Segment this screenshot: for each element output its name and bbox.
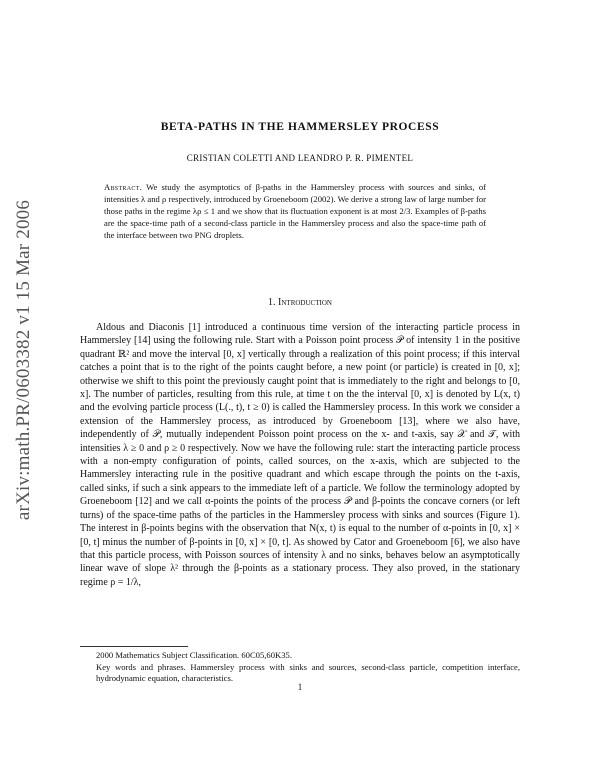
arxiv-identifier: arXiv:math.PR/0603382 v1 15 Mar 2006 <box>13 199 34 521</box>
abstract <box>104 182 486 242</box>
footnote-msc: 2000 Mathematics Subject Classification. 60C05,60K35. <box>96 650 292 660</box>
introduction-body <box>80 321 520 589</box>
paper-authors: CRISTIAN COLETTI AND LEANDRO P. R. PIMENTEL <box>186 153 414 163</box>
footnotes <box>80 650 520 685</box>
introduction-paragraph: Aldous and Diaconis [1] introduced a continuous time version of the interacting particle process in Hammersley [14] using the following rule. Start with a Poisson point process 𝒫 of intensity 1 in the positive quadrant ℝ² and move the interval [0, x] vertically through a realization of this point process; if this interval catches a point that is to the right of the points caught before, a new point (or particle) is created in [0, x]; otherwise we shift to this point the previously caught point that is immediately to the right and belongs to [0, x]. The number of particles, resulting from this rule, at time t on the the interval [0, x] is denoted by L(x, t) and the evolving particle process (L(., t), t ≥ 0) is called the Hammersley process. In this work we consider a extension of the Hammersley process, as introduced by Groeneboom [13], where we also have, independently of 𝒫, mutually independent Poisson point process on the x- and t-axis, say 𝒳 and 𝒯, with intensities λ ≥ 0 and ρ ≥ 0 respectively. Now we have the following rule: start the interacting particle process with a non-empty configuration of points, called sources, on the x-axis, which are subjected to the Hammersley interacting rule in the positive quadrant and which escape through the points on the t-axis, called sinks, if such a sink appears to the immediate left of a particle. We follow the terminology adopted by Groeneboom [12] and we call α-points the points of the process 𝒫 and β-points the concave corners (or left turns) of the space-time paths of the particles in the Hammersley process with sinks and sources (Figure 1). The interest in β-points begins with the observation that N(x, t) is equal to the number of α-points in [0, x] × [0, t] minus the number of β-points in [0, x] × [0, t]. As showed by Cator and Groeneboom [6], we also have that this particle process, with Poisson sources of intensity λ and no sinks, behaves below an asymptotically linear wave of slope λ² through the β-points as a stationary process. They also proved, in the stationary regime ρ = 1/λ, <box>80 322 520 588</box>
arxiv-sidebar <box>12 170 36 550</box>
footnote-rule <box>80 646 188 647</box>
page-number: 1 <box>297 682 303 692</box>
footnote-keywords: Key words and phrases. Hammersley process with sinks and sources, second-class particle, competition interface, hydrodynamic equation, characteristics. <box>96 661 520 684</box>
section-number: 1. <box>268 297 276 308</box>
section-name: Introduction <box>278 297 332 308</box>
abstract-label: Abstract. <box>104 182 143 192</box>
section-heading <box>0 297 600 308</box>
abstract-text: We study the asymptotics of β-paths in the Hammersley process with sources and sinks, of intensities λ and ρ respectively, introduced by Groeneboom (2002). We derive a strong law of large number for those paths in the regime λρ ≤ 1 and we show that its fluctuation exponent is at most 2/3. Examples of β-paths are the space-time path of a second-class particle in the Hammersley process and also the space-time path of the interface between two PNG droplets. <box>104 182 487 240</box>
paper-title: BETA-PATHS IN THE HAMMERSLEY PROCESS <box>160 121 440 133</box>
